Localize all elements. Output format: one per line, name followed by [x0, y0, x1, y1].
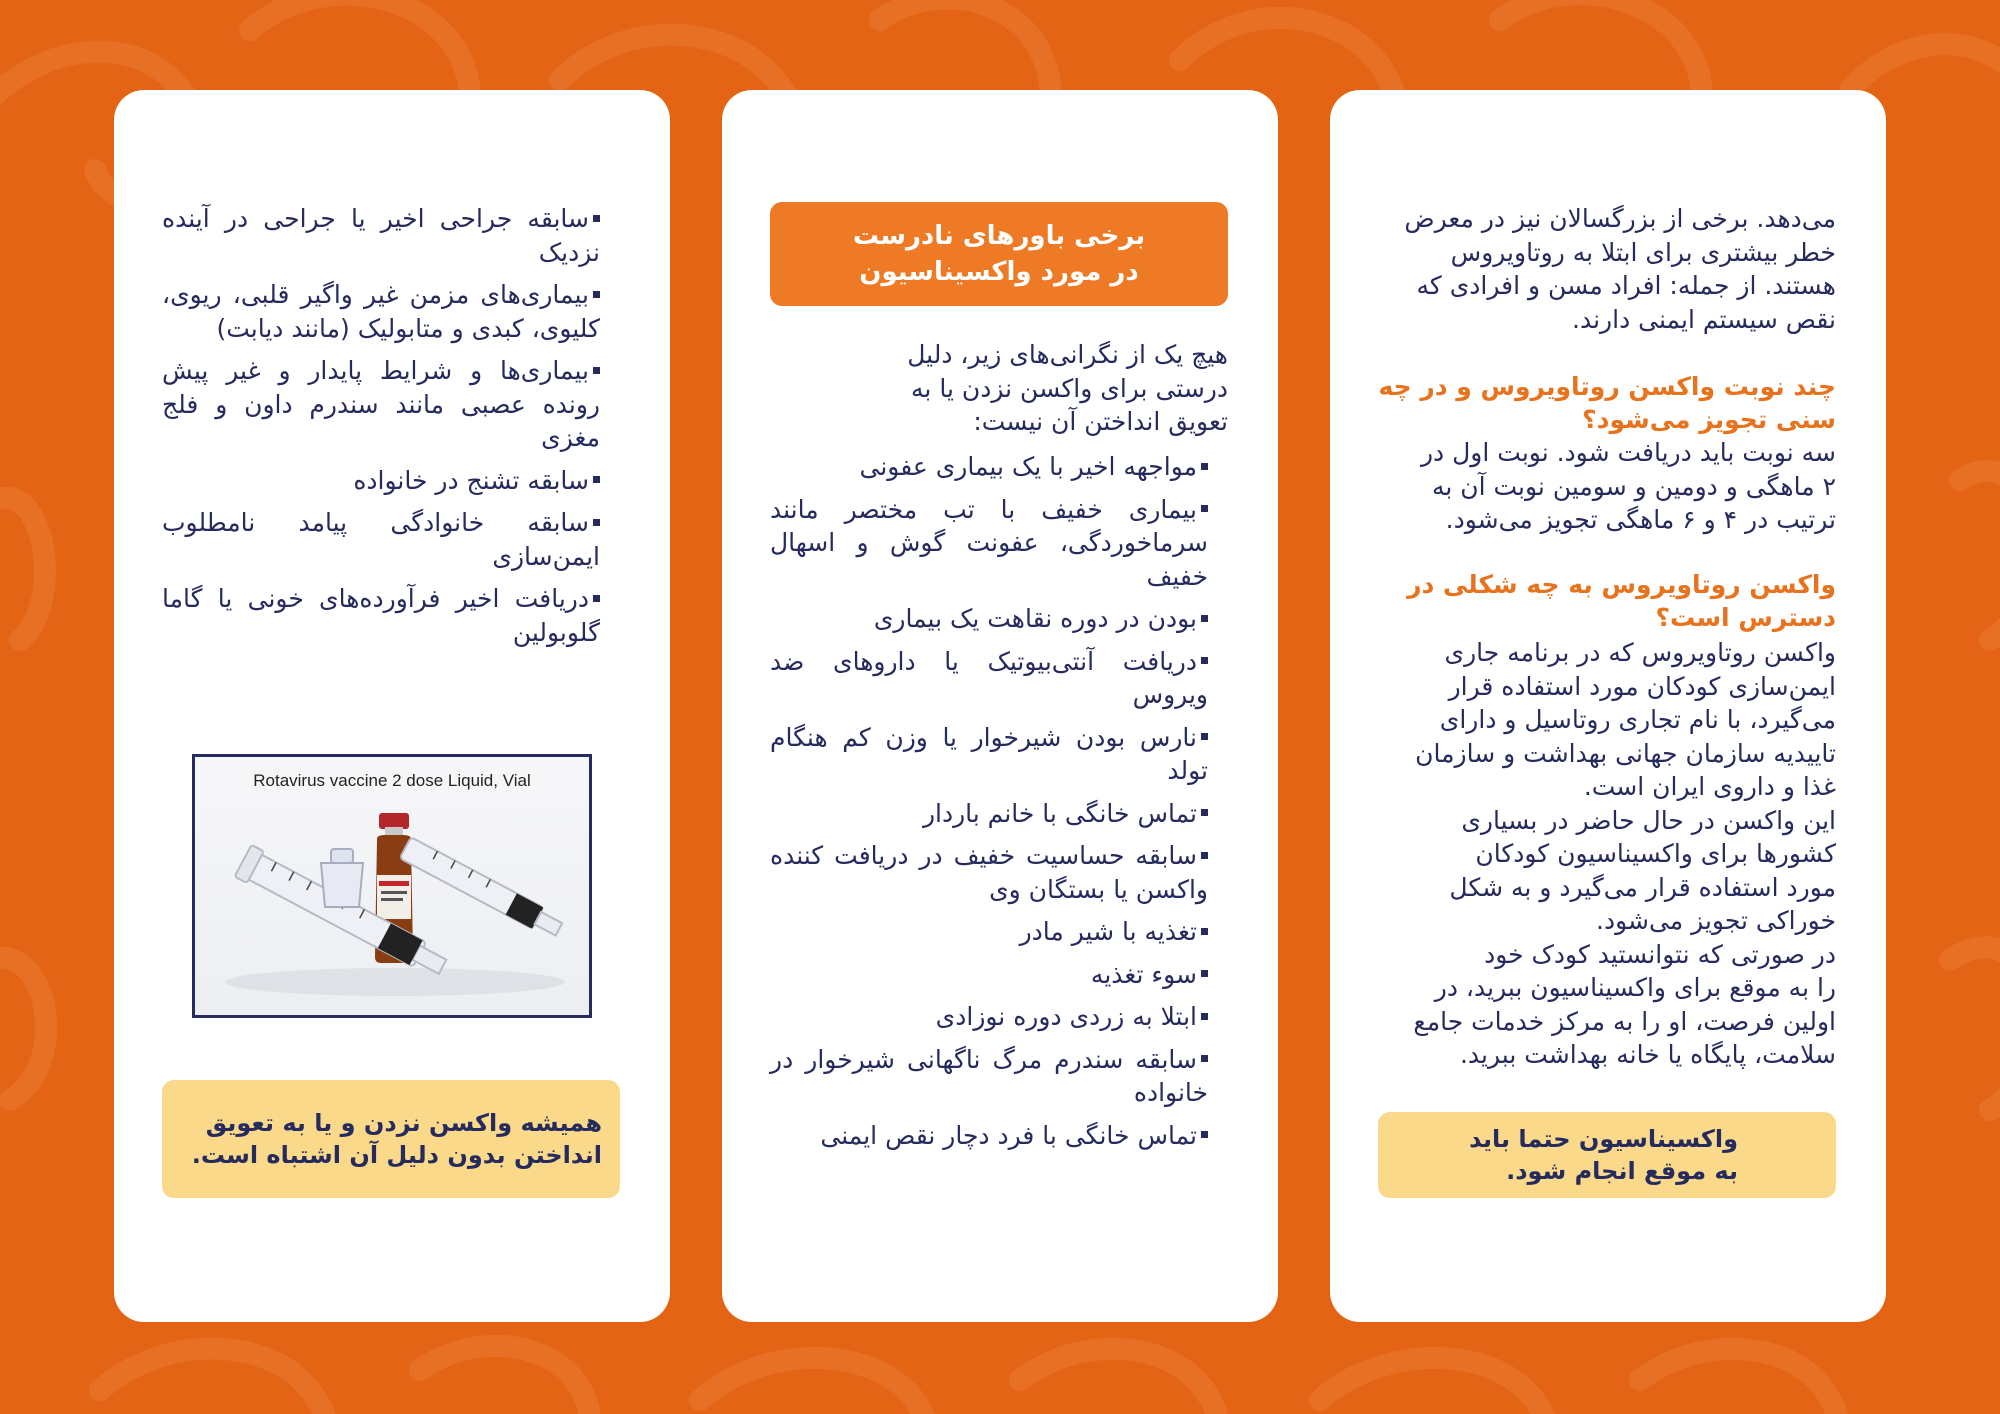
list-item-text: تماس خانگی با خانم باردار: [922, 798, 1197, 828]
list-item: [770, 450, 1208, 484]
list-item: [162, 464, 600, 498]
list-item-text: سابقه سندرم مرگ ناگهانی شیرخوار در خانواده: [770, 1044, 1208, 1107]
misconceptions-title-box: [770, 202, 1228, 306]
text-line: می‌دهد. برخی از بزرگسالان نیز در معرض: [1404, 204, 1836, 233]
vaccine-product-photo: [192, 754, 592, 1018]
bullet-square-icon: [1201, 809, 1208, 816]
bullet-square-icon: [593, 595, 600, 602]
list-item-text: سابقه حساسیت خفیف در دریافت کننده واکسن یا بستگان وی: [770, 841, 1208, 904]
list-item-text: دریافت آنتی‌بیوتیک یا داروهای ضد ویروس: [770, 646, 1208, 709]
list-item: [770, 958, 1208, 992]
note-line: انداختن بدون دلیل آن اشتباه است.: [191, 1141, 602, 1169]
bullet-square-icon: [1201, 970, 1208, 977]
text-line: سلامت، پایگاه یا خانه بهداشت ببرید.: [1459, 1040, 1836, 1069]
list-item: [770, 1119, 1208, 1153]
text-line: ۲ ماهگی و دومین و سومین نوبت آن به: [1431, 471, 1836, 501]
vial-adapter-icon: [321, 849, 363, 907]
text-line: خوراکی تجویز می‌شود.: [1596, 906, 1836, 935]
text-line: سه نوبت باید دریافت شود. نوبت اول در: [1420, 438, 1836, 467]
list-item-text: مواجهه اخیر با یک بیماری عفونی: [859, 452, 1197, 481]
text-line: غذا و داروی ایران است.: [1583, 772, 1836, 801]
bullet-square-icon: [1201, 852, 1208, 859]
note-line: واکسیناسیون حتما باید: [1469, 1125, 1738, 1153]
heading-line: دسترس است؟: [1655, 603, 1836, 632]
bullet-square-icon: [593, 519, 600, 526]
list-item-text: دریافت اخیر فرآورده‌های خونی یا گاما گلوبولین: [162, 584, 600, 647]
text-line: این واکسن در حال حاضر در بسیاری: [1461, 805, 1836, 835]
list-item-text: نارس بودن شیرخوار یا وزن کم هنگام تولد: [770, 722, 1208, 785]
syringe-icon: [400, 837, 565, 940]
text-line: واکسن روتاویروس که در برنامه جاری: [1444, 638, 1836, 667]
text-line: اولین فرصت، او را به مرکز خدمات جامع: [1413, 1006, 1836, 1036]
list-item-text: تغذیه با شیر مادر: [1019, 917, 1197, 946]
heading-line: واکسن روتاویروس به چه شکلی در: [1407, 570, 1836, 599]
misconceptions-intro: [770, 338, 1228, 439]
left-panel: [114, 90, 670, 1322]
answer-paragraph-doses: [1378, 436, 1836, 537]
title-line: در مورد واکسیناسیون: [859, 257, 1139, 287]
bullet-square-icon: [1201, 1013, 1208, 1020]
vaccine-illustration: [195, 757, 589, 1015]
text-line: خطر بیشتری برای ابتلا به روتاویروس: [1450, 237, 1836, 267]
heading-line: چند نوبت واکسن روتاویروس و در چه: [1378, 372, 1836, 401]
list-item-text: تماس خانگی با فرد دچار نقص ایمنی: [820, 1120, 1197, 1150]
text-line: ایمن‌سازی کودکان مورد استفاده قرار: [1448, 671, 1836, 701]
text-line: هستند. از جمله: افراد مسن و افرادی که: [1416, 271, 1836, 300]
answer-paragraph-form: [1378, 636, 1836, 1072]
intro-paragraph: [1378, 202, 1836, 336]
list-item-text: بودن در دوره نقاهت یک بیماری: [873, 604, 1197, 633]
list-item: [770, 645, 1208, 712]
list-item: [770, 493, 1208, 594]
text-line: را به موقع برای واکسیناسیون ببرید، در: [1434, 973, 1836, 1002]
list-item-text: بیماری‌ها و شرایط پایدار و غیر پیش رونده عصبی مانند سندرم داون و فلج مغزی: [162, 356, 600, 452]
list-item: [162, 582, 600, 649]
list-item-text: بیماری خفیف با تب مختصر مانند سرماخوردگی، عفونت گوش و اسهال خفیف: [770, 494, 1208, 591]
text-line: مورد استفاده قرار می‌گیرد و به شکل: [1449, 872, 1836, 902]
list-item: [162, 202, 600, 269]
list-item: [770, 721, 1208, 788]
bullet-square-icon: [1201, 928, 1208, 935]
right-panel: [1330, 90, 1886, 1322]
bullet-square-icon: [1201, 463, 1208, 470]
bullet-square-icon: [1201, 505, 1208, 512]
misconceptions-list-continued: [162, 202, 600, 658]
list-item-text: سابقه جراحی اخیر یا جراحی در آینده نزدیک: [162, 204, 600, 267]
note-box-on-time: [1378, 1112, 1836, 1198]
question-heading-doses: [1378, 370, 1836, 436]
list-item: [162, 354, 600, 455]
note-box-delay-mistake: [162, 1080, 620, 1198]
bullet-square-icon: [593, 215, 600, 222]
text-line: می‌گیرد، با نام تجاری روتاسیل و دارای: [1439, 705, 1836, 734]
text-line: تاییدیه سازمان جهانی بهداشت و سازمان: [1415, 738, 1836, 768]
list-item-text: ابتلا به زردی دوره نوزادی: [935, 1002, 1197, 1031]
list-item: [770, 602, 1208, 636]
bullet-square-icon: [593, 367, 600, 374]
misconceptions-list: [770, 450, 1208, 1161]
text-line: هیچ یک از نگرانی‌های زیر، دلیل: [907, 340, 1228, 369]
text-line: در صورتی که نتوانستید کودک خود: [1484, 939, 1836, 969]
list-item: [770, 915, 1208, 949]
list-item: [770, 797, 1208, 831]
list-item: [770, 1043, 1208, 1110]
bullet-square-icon: [593, 291, 600, 298]
note-line: به موقع انجام شود.: [1506, 1157, 1738, 1185]
text-line: تعویق انداختن آن نیست:: [973, 407, 1228, 436]
bullet-square-icon: [1201, 733, 1208, 740]
list-item-text: بیماری‌های مزمن غیر واگیر قلبی، ریوی، کلیوی، کبدی و متابولیک (مانند دیابت): [162, 280, 600, 343]
text-line: ترتیب در ۴ و ۶ ماهگی تجویز می‌شود.: [1445, 505, 1836, 534]
note-line: همیشه واکسن نزدن و یا به تعویق: [205, 1109, 602, 1137]
figure-caption: Rotavirus vaccine 2 dose Liquid, Vial: [253, 771, 531, 790]
heading-line: سنی تجویز می‌شود؟: [1582, 405, 1836, 434]
list-item: [162, 506, 600, 573]
text-line: درستی برای واکسن نزدن یا به: [911, 373, 1228, 403]
shadow-shape: [225, 968, 565, 996]
question-heading-form: [1378, 568, 1836, 634]
bullet-square-icon: [593, 476, 600, 483]
text-line: نقص سیستم ایمنی دارند.: [1572, 304, 1836, 334]
bullet-square-icon: [1201, 615, 1208, 622]
list-item-text: سابقه تشنج در خانواده: [353, 465, 589, 495]
list-item: [162, 278, 600, 345]
title-line: برخی باورهای نادرست: [852, 221, 1146, 251]
bullet-square-icon: [1201, 1131, 1208, 1138]
list-item: [770, 1000, 1208, 1034]
list-item-text: سابقه خانوادگی پیامد نامطلوب ایمن‌سازی: [162, 508, 600, 571]
middle-panel: [722, 90, 1278, 1322]
list-item-text: سوء تغذیه: [1090, 959, 1197, 989]
text-line: کشورها برای واکسیناسیون کودکان: [1475, 839, 1836, 868]
bullet-square-icon: [1201, 1055, 1208, 1062]
bullet-square-icon: [1201, 657, 1208, 664]
list-item: [770, 839, 1208, 906]
